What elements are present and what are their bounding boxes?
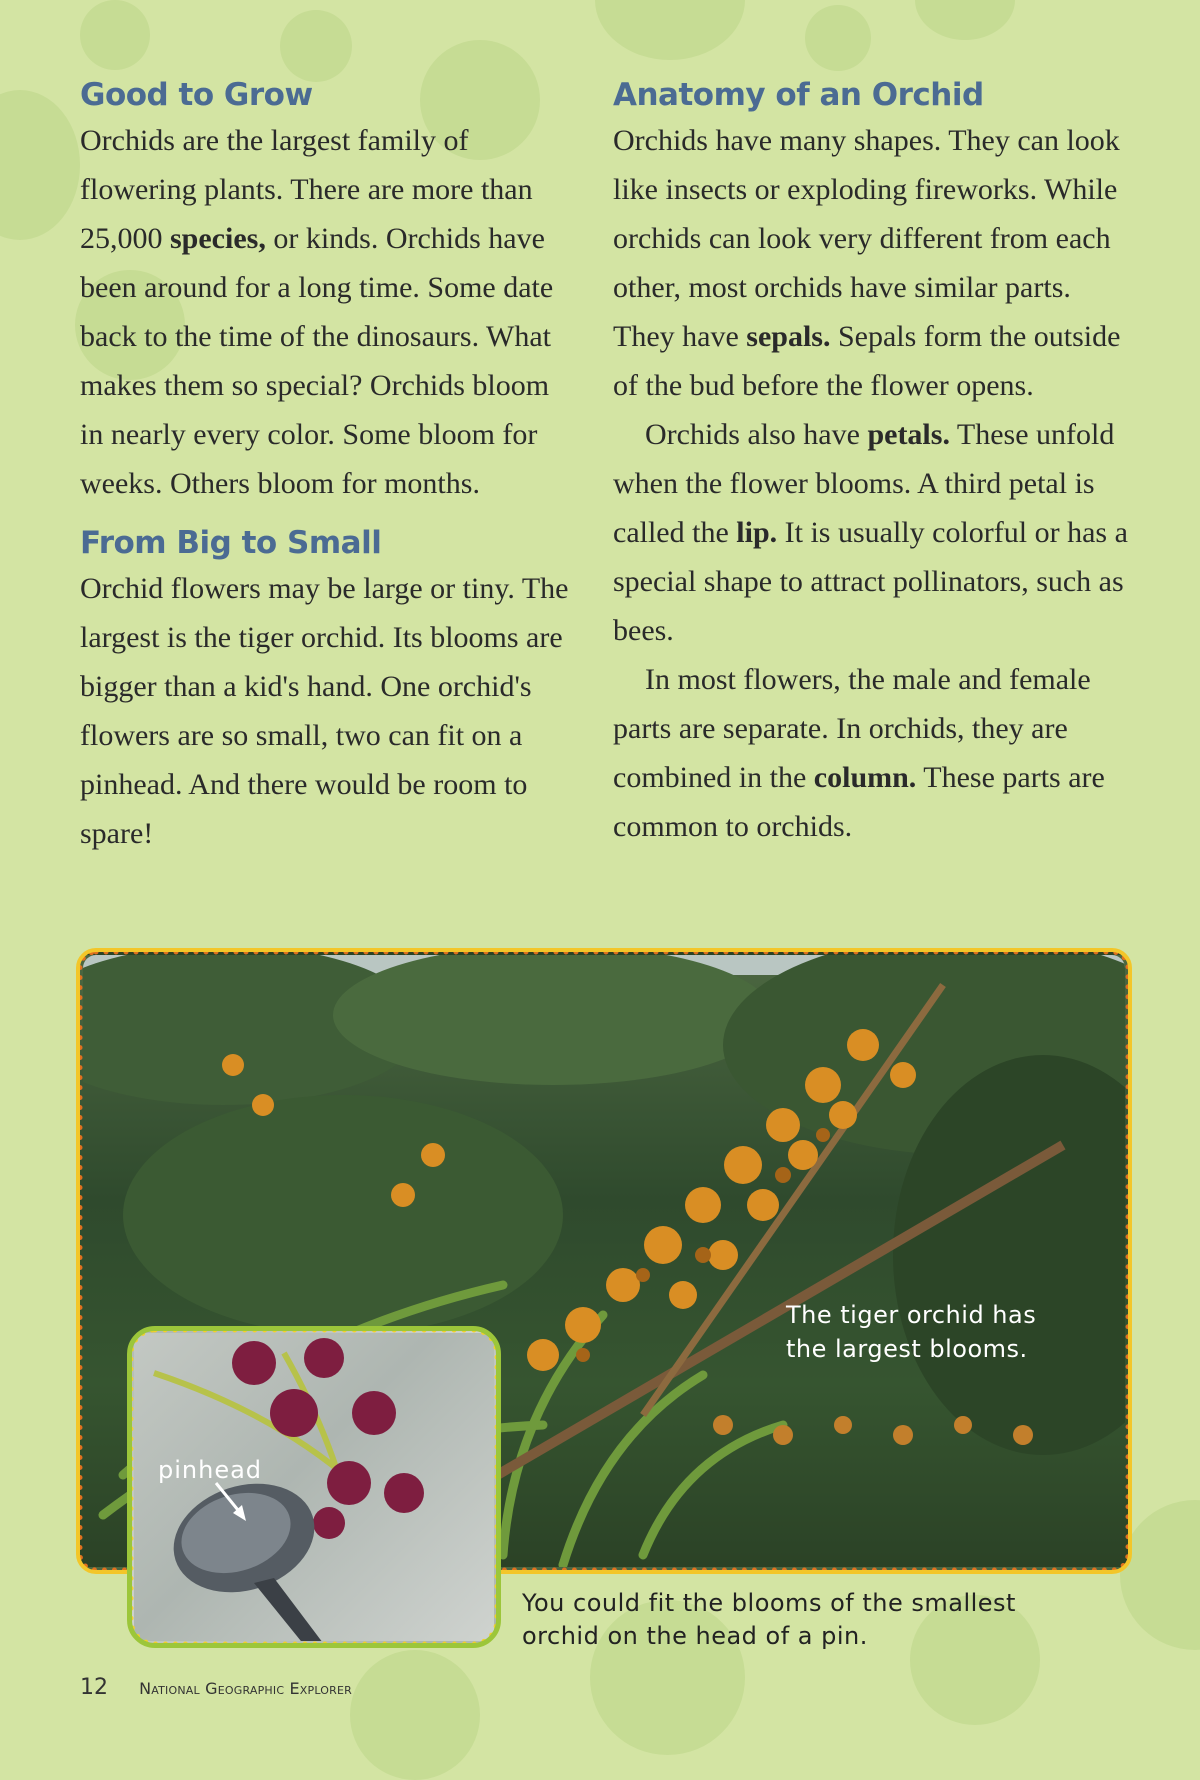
paragraph-anatomy-1: Orchids have many shapes. They can look like insects or exploding fireworks. While orchids can look very different from each other, most orchids have similar parts. They have sepals. Sepals form the outside of the bud before the flower opens. [613, 124, 1121, 402]
background-dot [0, 90, 80, 240]
publication-name: National Geographic Explorer [139, 1679, 353, 1698]
paragraph-good-to-grow: Orchids are the largest family of flowering plants. There are more than 25,000 species, or kinds. Orchids have been around for a long time. Some date back to the time of the dinosaurs. What makes them so special? Orchids bloom in nearly every color. Some bloom for weeks. Others bloom for months. [80, 124, 554, 500]
pinhead-orchid-illustration [134, 1333, 499, 1646]
right-column [613, 74, 1133, 851]
tiger-orchid-caption: The tiger orchid has the largest blooms. [786, 1301, 1037, 1363]
background-dot [915, 0, 1015, 40]
page-number: 12 [80, 1675, 108, 1700]
background-dot [80, 0, 150, 70]
background-dot [350, 1650, 480, 1780]
page-footer [80, 1675, 352, 1700]
pinhead-label: pinhead [158, 1456, 263, 1484]
background-dot [805, 5, 871, 71]
term-lip: lip. [736, 516, 778, 549]
background-dot [1120, 1500, 1200, 1650]
paragraph-big-to-small: Orchid flowers may be large or tiny. The largest is the tiger orchid. Its blooms are bigger than a kid's hand. One orchid's flowers are so small, two can fit on a pinhead. And there would be room to spare! [80, 572, 569, 850]
background-dot [595, 0, 745, 60]
paragraph-anatomy-2: Orchids also have petals. These unfold when the flower blooms. A third petal is called the lip. It is usually colorful or has a special shape to attract pollinators, such as bees. [613, 418, 1128, 647]
heading-good-to-grow: Good to Grow [80, 77, 313, 113]
paragraph-anatomy-3: In most flowers, the male and female parts are separate. In orchids, they are combined in the column. These parts are common to orchids. [613, 663, 1105, 843]
background-dot [280, 10, 352, 82]
left-column [80, 74, 572, 858]
term-column: column. [813, 761, 917, 794]
heading-anatomy: Anatomy of an Orchid [613, 77, 984, 113]
term-sepals: sepals. [746, 320, 831, 353]
term-species: species, [170, 222, 266, 255]
term-petals: petals. [867, 418, 950, 451]
pinhead-orchid-photo [129, 1328, 499, 1646]
heading-big-to-small: From Big to Small [80, 525, 382, 561]
smallest-orchid-caption: You could fit the blooms of the smallest orchid on the head of a pin. [522, 1589, 1016, 1650]
